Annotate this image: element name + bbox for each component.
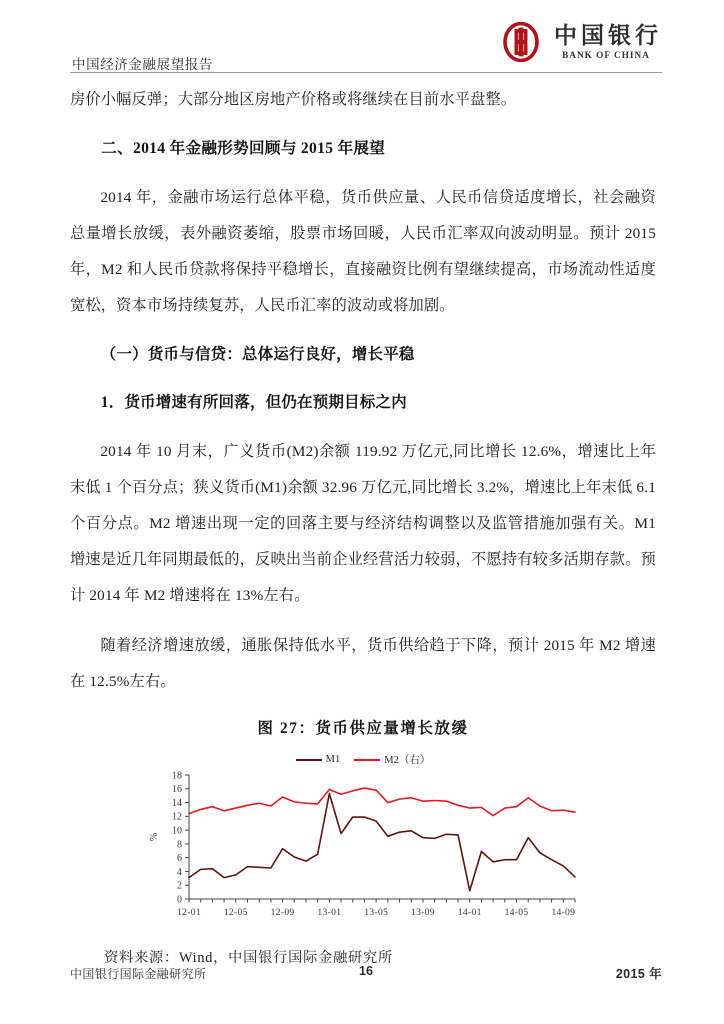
- x-axis-tick-label: 13-05: [364, 907, 389, 918]
- section-heading: 二、2014 年金融形势回顾与 2015 年展望: [101, 140, 386, 157]
- x-axis-tick-label: 13-09: [410, 907, 435, 918]
- y-axis-tick-label: 16: [172, 784, 182, 796]
- y-axis-tick-label: 4: [177, 866, 182, 878]
- boc-emblem-icon: [501, 22, 541, 62]
- page-content: [70, 82, 656, 967]
- page-header: [0, 0, 724, 78]
- y-axis-tick-label: 10: [172, 825, 182, 837]
- legend-item-m1: [296, 754, 341, 765]
- x-axis-tick-label: 12-05: [223, 907, 248, 918]
- y-axis-tick-label: 2: [177, 880, 182, 892]
- bank-of-china-logo: [501, 22, 662, 62]
- y-axis-tick-label: 8: [177, 839, 182, 851]
- paragraph-money-supply-stats: 2014 年 10 月末，广义货币(M2)余额 119.92 万亿元,同比增长 12.6%，增速比上年末低 1 个百分点；狭义货币(M1)余额 32.96 万亿元,同比增长 3.2%，增速比上年末低 6.1 个百分点。M2 增速出现一定的回落主要与经济结构调整以及监管措施加强有关。M1 增速是近几年同期最低的，反映出当前企业经营活力较弱，不愿持有较多活期存款。预计 2014 年 M2 增速将在 13%左右。: [70, 443, 656, 604]
- overview-paragraph: 2014 年，金融市场运行总体平稳，货币供应量、人民币信贷适度增长，社会融资总量增长放缓，表外融资萎缩，股票市场回暖，人民币汇率双向波动明显。预计 2015 年，M2 和人民币贷款将保持平稳增长，直接融资比例有望继续提高，市场流动性适度宽松，资本市场持续复苏，人民币汇率的波动或将加剧。: [70, 189, 656, 314]
- footer-page-number: 16: [359, 964, 373, 978]
- y-axis-tick-label: 6: [177, 853, 182, 865]
- report-title: 中国经济金融展望报告: [72, 57, 213, 72]
- figure-source: 资料来源：Wind，中国银行国际金融研究所: [104, 950, 394, 966]
- y-axis-tick-label: 12: [172, 811, 182, 823]
- x-axis-tick-label: 14-01: [457, 907, 482, 918]
- legend-label-m1: M1: [325, 754, 341, 765]
- x-axis-tick-label: 13-01: [317, 907, 342, 918]
- spacer: [70, 166, 656, 180]
- x-axis-tick-label: 12-01: [177, 907, 201, 918]
- y-axis-tick-label: 0: [177, 894, 182, 906]
- x-axis-tick-label: 12-09: [270, 907, 295, 918]
- legend-label-m2: M2（右）: [384, 755, 431, 766]
- legend-item-m2: [354, 752, 430, 767]
- x-axis-tick-label: 14-09: [551, 907, 576, 918]
- paragraph-forecast: 随着经济增速放缓，通胀保持低水平，货币供给趋于下降，预计 2015 年 M2 增速在 12.5%左右。: [70, 637, 656, 690]
- continued-paragraph: 房价小幅反弹；大部分地区房地产价格或将继续在目前水平盘整。: [70, 91, 517, 108]
- chart-legend: [70, 752, 656, 767]
- legend-swatch-m1: [296, 759, 322, 761]
- boc-wordmark: [550, 21, 662, 60]
- chart-series-line: [189, 788, 575, 816]
- boc-chinese-name: 中国银行: [554, 21, 662, 49]
- page-footer: [70, 964, 662, 982]
- x-axis-tick-label: 14-05: [504, 907, 529, 918]
- y-axis-tick-label: 18: [172, 770, 182, 782]
- figure-27: [70, 716, 656, 967]
- header-divider: [70, 72, 662, 73]
- legend-swatch-m2: [354, 759, 380, 761]
- spacer: [70, 420, 656, 434]
- money-supply-line-chart: [143, 769, 583, 929]
- spacer: [70, 118, 656, 132]
- footer-year: 2015 年: [615, 967, 662, 981]
- subsection-heading: （一）货币与信贷：总体运行良好，增长平稳: [100, 346, 415, 363]
- spacer: [70, 372, 656, 386]
- figure-title: 图 27：货币供应量增长放缓: [257, 720, 469, 737]
- spacer: [70, 324, 656, 338]
- spacer: [70, 614, 656, 628]
- footer-institute: 中国银行国际金融研究所: [70, 967, 207, 981]
- y-axis-label: %: [149, 832, 160, 842]
- y-axis-tick-label: 14: [172, 797, 182, 809]
- chart-series-line: [189, 794, 575, 891]
- boc-english-name: BANK OF CHINA: [562, 49, 650, 60]
- subsubsection-heading: 1．货币增速有所回落，但仍在预期目标之内: [100, 394, 407, 411]
